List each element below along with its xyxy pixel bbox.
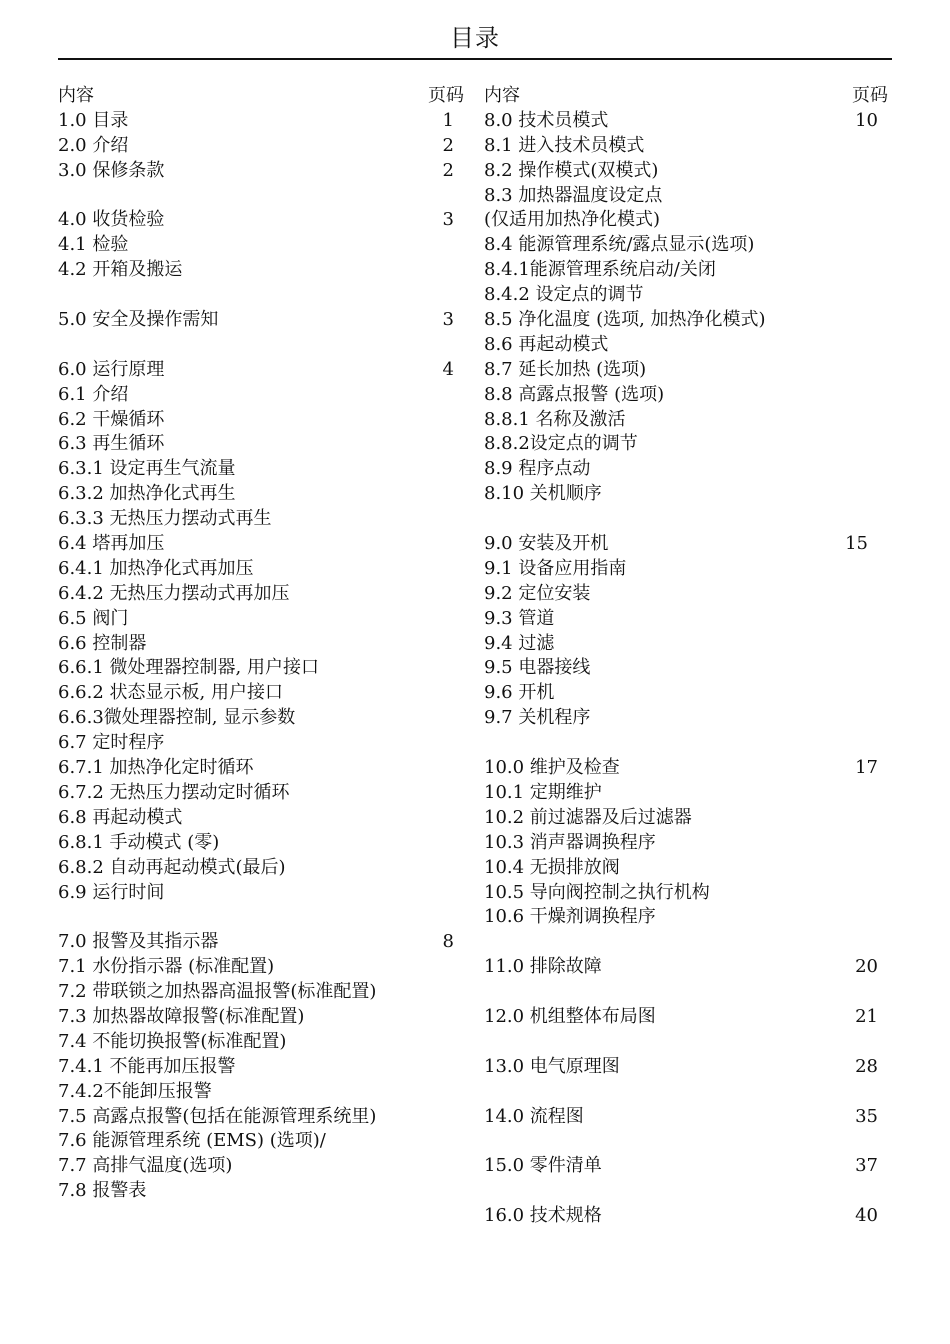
toc-entry xyxy=(58,806,466,831)
page-header: 页码 xyxy=(852,85,888,106)
toc-entry xyxy=(484,134,888,159)
toc-entry-title: 7.4.2不能卸压报警 xyxy=(58,1080,212,1102)
toc-entry-title: 6.8 再起动模式 xyxy=(58,806,183,828)
toc-entry-title: 6.3.2 加热净化式再生 xyxy=(58,483,236,505)
toc-entry-title: 9.3 管道 xyxy=(484,607,555,629)
toc-right-column xyxy=(484,84,888,1229)
page-header: 页码 xyxy=(428,85,464,106)
toc-entry xyxy=(58,930,466,955)
toc-entry-title: 10.6 干燥剂调换程序 xyxy=(484,906,656,928)
toc-entry xyxy=(484,432,888,457)
toc-entry xyxy=(58,582,466,607)
toc-entry-page: 10 xyxy=(855,109,878,131)
toc-entry-title: 16.0 技术规格 xyxy=(484,1205,602,1227)
toc-entry xyxy=(58,756,466,781)
toc-entry xyxy=(58,233,466,258)
toc-entry xyxy=(484,905,888,930)
toc-entry xyxy=(58,557,466,582)
toc-entry xyxy=(58,856,466,881)
toc-entry-title: 8.7 延长加热 (选项) xyxy=(484,358,647,380)
toc-entry-title: 10.5 导向阀控制之执行机构 xyxy=(484,881,710,903)
toc-entry-title: 7.4.1 不能再加压报警 xyxy=(58,1055,236,1077)
toc-entry-title: 3.0 保修条款 xyxy=(58,159,165,181)
toc-entry xyxy=(484,333,888,358)
toc-entry xyxy=(484,208,888,233)
toc-entry-title: 9.5 电器接线 xyxy=(484,657,591,679)
toc-entry-page: 3 xyxy=(442,209,454,231)
toc-entry xyxy=(58,457,466,482)
toc-entry-title: 8.8.2设定点的调节 xyxy=(484,433,638,455)
toc-entry-title: 4.1 检验 xyxy=(58,234,129,256)
toc-entry-title: 5.0 安全及操作需知 xyxy=(58,309,219,331)
toc-entry-title: 9.1 设备应用指南 xyxy=(484,557,627,579)
toc-entry-title: 6.4.1 加热净化式再加压 xyxy=(58,557,254,579)
toc-entry-page: 35 xyxy=(855,1105,878,1127)
toc-entry-page: 3 xyxy=(442,309,454,331)
toc-entry-page: 2 xyxy=(442,159,454,181)
toc-entry xyxy=(58,507,466,532)
toc-entry-page: 21 xyxy=(855,1005,878,1027)
toc-entry-title: 10.0 维护及检查 xyxy=(484,757,620,779)
toc-entry xyxy=(484,1005,888,1030)
toc-entry xyxy=(484,308,888,333)
toc-entry-title: 13.0 电气原理图 xyxy=(484,1055,620,1077)
toc-entry-title: 8.4 能源管理系统/露点显示(选项) xyxy=(484,234,755,256)
toc-entry-title: 9.6 开机 xyxy=(484,682,555,704)
toc-entry xyxy=(58,1080,466,1105)
toc-entry-title: 10.4 无损排放阀 xyxy=(484,856,620,878)
toc-entry-page: 8 xyxy=(442,931,454,953)
toc-entry-page: 28 xyxy=(855,1055,878,1077)
toc-entry-title: 7.4 不能切换报警(标准配置) xyxy=(58,1030,287,1052)
toc-entry-title: 7.2 带联锁之加热器高温报警(标准配置) xyxy=(58,981,377,1003)
toc-entry-page: 2 xyxy=(442,134,454,156)
toc-entry-title: (仅适用加热净化模式) xyxy=(484,209,661,231)
toc-entry xyxy=(484,383,888,408)
toc-entry-title: 7.8 报警表 xyxy=(58,1180,147,1202)
toc-entry-title: 7.1 水份指示器 (标准配置) xyxy=(58,956,275,978)
toc-entry xyxy=(58,1005,466,1030)
content-header: 内容 xyxy=(58,85,94,106)
toc-entry-title: 6.6.2 状态显示板, 用户接口 xyxy=(58,682,283,704)
toc-header-row xyxy=(58,84,466,109)
toc-entry-title: 6.7.1 加热净化定时循环 xyxy=(58,757,254,779)
toc-entry xyxy=(484,1055,888,1080)
toc-entry-title: 6.2 干燥循环 xyxy=(58,408,165,430)
toc-entry xyxy=(484,856,888,881)
toc-entry-title: 8.2 操作模式(双模式) xyxy=(484,159,659,181)
toc-entry xyxy=(58,955,466,980)
toc-entry-title: 6.7 定时程序 xyxy=(58,732,165,754)
toc-entry-page: 15 xyxy=(845,533,868,555)
toc-entry-title: 14.0 流程图 xyxy=(484,1105,584,1127)
toc-entry xyxy=(484,532,888,557)
toc-entry xyxy=(58,532,466,557)
toc-entry xyxy=(58,358,466,383)
toc-entry xyxy=(484,831,888,856)
toc-entry xyxy=(58,159,466,184)
toc-entry-title: 6.8.1 手动模式 (零) xyxy=(58,831,220,853)
toc-entry xyxy=(58,781,466,806)
toc-entry xyxy=(58,1055,466,1080)
content-header: 内容 xyxy=(484,85,520,106)
toc-entry-title: 6.0 运行原理 xyxy=(58,358,165,380)
toc-entry-page: 20 xyxy=(855,956,878,978)
toc-entry xyxy=(484,283,888,308)
toc-entry-title: 8.10 关机顺序 xyxy=(484,483,602,505)
toc-entry-title: 8.3 加热器温度设定点 xyxy=(484,184,663,206)
toc-entry xyxy=(58,1129,466,1154)
toc-entry xyxy=(484,184,888,209)
toc-entry-title: 10.3 消声器调换程序 xyxy=(484,831,656,853)
toc-entry xyxy=(58,831,466,856)
toc-entry-title: 6.7.2 无热压力摆动定时循环 xyxy=(58,781,290,803)
toc-entry xyxy=(484,557,888,582)
toc-entry-title: 7.0 报警及其指示器 xyxy=(58,931,219,953)
toc-entry xyxy=(58,706,466,731)
toc-entry xyxy=(484,756,888,781)
toc-entry xyxy=(58,134,466,159)
toc-entry-title: 6.3 再生循环 xyxy=(58,433,165,455)
toc-entry xyxy=(58,432,466,457)
toc-entry xyxy=(484,1105,888,1130)
toc-entry xyxy=(58,1105,466,1130)
toc-entry-title: 6.8.2 自动再起动模式(最后) xyxy=(58,856,286,878)
toc-entry xyxy=(58,109,466,134)
toc-entry-title: 7.5 高露点报警(包括在能源管理系统里) xyxy=(58,1105,377,1127)
toc-entry-title: 8.4.2 设定点的调节 xyxy=(484,284,644,306)
toc-entry xyxy=(58,607,466,632)
toc-entry xyxy=(58,656,466,681)
toc-entry xyxy=(484,881,888,906)
toc-entry xyxy=(484,159,888,184)
toc-entry-title: 6.4 塔再加压 xyxy=(58,533,165,555)
toc-entry-title: 6.6.3微处理器控制, 显示参数 xyxy=(58,707,296,729)
toc-entry-title: 8.4.1能源管理系统启动/关闭 xyxy=(484,259,716,281)
toc-entry xyxy=(484,1154,888,1179)
toc-entry-page: 40 xyxy=(855,1205,878,1227)
toc-entry-title: 6.6 控制器 xyxy=(58,632,147,654)
toc-entry-title: 12.0 机组整体布局图 xyxy=(484,1005,656,1027)
toc-entry xyxy=(58,980,466,1005)
toc-entry-title: 7.6 能源管理系统 (EMS) (选项)/ xyxy=(58,1130,326,1152)
toc-entry-page: 37 xyxy=(855,1155,878,1177)
toc-header-row xyxy=(484,84,888,109)
page-title: 目录 xyxy=(450,24,500,52)
toc-entry xyxy=(484,482,888,507)
toc-entry-title: 8.5 净化温度 (选项, 加热净化模式) xyxy=(484,309,766,331)
toc-entry-title: 2.0 介绍 xyxy=(58,134,129,156)
toc-entry xyxy=(484,233,888,258)
toc-entry xyxy=(484,607,888,632)
toc-entry-title: 9.4 过滤 xyxy=(484,632,555,654)
toc-entry xyxy=(484,582,888,607)
toc-entry xyxy=(58,258,466,283)
toc-entry xyxy=(58,383,466,408)
toc-entry xyxy=(484,109,888,134)
toc-entry-page: 17 xyxy=(855,757,878,779)
toc-entry-title: 8.9 程序点动 xyxy=(484,458,591,480)
toc-entry-title: 7.7 高排气温度(选项) xyxy=(58,1155,233,1177)
toc-entry-title: 6.4.2 无热压力摆动式再加压 xyxy=(58,582,290,604)
toc-entry-title: 9.7 关机程序 xyxy=(484,707,591,729)
toc-entry xyxy=(58,308,466,333)
toc-entry xyxy=(58,681,466,706)
toc-entry xyxy=(484,656,888,681)
toc-entry xyxy=(58,208,466,233)
toc-entry xyxy=(58,1154,466,1179)
toc-entry-title: 8.8 高露点报警 (选项) xyxy=(484,383,665,405)
toc-entry-title: 7.3 加热器故障报警(标准配置) xyxy=(58,1005,305,1027)
toc-entry-title: 8.8.1 名称及激活 xyxy=(484,408,626,430)
toc-entry xyxy=(484,781,888,806)
toc-entry-page: 1 xyxy=(442,109,454,131)
toc-entry xyxy=(58,1179,466,1204)
toc-entry xyxy=(484,806,888,831)
toc-entry xyxy=(58,881,466,906)
toc-entry xyxy=(484,1204,888,1229)
toc-entry xyxy=(58,632,466,657)
toc-entry-title: 6.6.1 微处理器控制器, 用户接口 xyxy=(58,657,319,679)
toc-entry-title: 6.3.1 设定再生气流量 xyxy=(58,458,236,480)
toc-entry xyxy=(58,482,466,507)
toc-entry xyxy=(58,731,466,756)
toc-entry-title: 6.3.3 无热压力摆动式再生 xyxy=(58,508,272,530)
toc-entry-title: 9.0 安装及开机 xyxy=(484,533,609,555)
toc-entry-title: 6.9 运行时间 xyxy=(58,881,165,903)
toc-entry xyxy=(484,358,888,383)
toc-entry-title: 1.0 目录 xyxy=(58,109,129,131)
toc-entry-title: 10.1 定期维护 xyxy=(484,781,602,803)
toc-entry xyxy=(58,1030,466,1055)
toc-left-column xyxy=(58,84,466,1204)
toc-entry xyxy=(484,706,888,731)
toc-entry-title: 9.2 定位安装 xyxy=(484,582,591,604)
toc-entry-title: 8.0 技术员模式 xyxy=(484,109,609,131)
toc-entry-title: 11.0 排除故障 xyxy=(484,956,602,978)
toc-entry xyxy=(484,632,888,657)
toc-entry-title: 6.5 阀门 xyxy=(58,607,129,629)
toc-entry-title: 8.6 再起动模式 xyxy=(484,333,609,355)
toc-entry-title: 15.0 零件清单 xyxy=(484,1155,602,1177)
toc-entry xyxy=(484,258,888,283)
toc-entry xyxy=(58,408,466,433)
toc-entry-page: 4 xyxy=(442,358,454,380)
toc-entry xyxy=(484,681,888,706)
title-divider xyxy=(58,58,892,60)
toc-entry-title: 4.2 开箱及搬运 xyxy=(58,259,183,281)
toc-entry xyxy=(484,457,888,482)
toc-entry-title: 4.0 收货检验 xyxy=(58,209,165,231)
toc-entry-title: 8.1 进入技术员模式 xyxy=(484,134,645,156)
toc-entry xyxy=(484,955,888,980)
toc-entry-title: 10.2 前过滤器及后过滤器 xyxy=(484,806,692,828)
toc-entry-title: 6.1 介绍 xyxy=(58,383,129,405)
toc-entry xyxy=(484,408,888,433)
